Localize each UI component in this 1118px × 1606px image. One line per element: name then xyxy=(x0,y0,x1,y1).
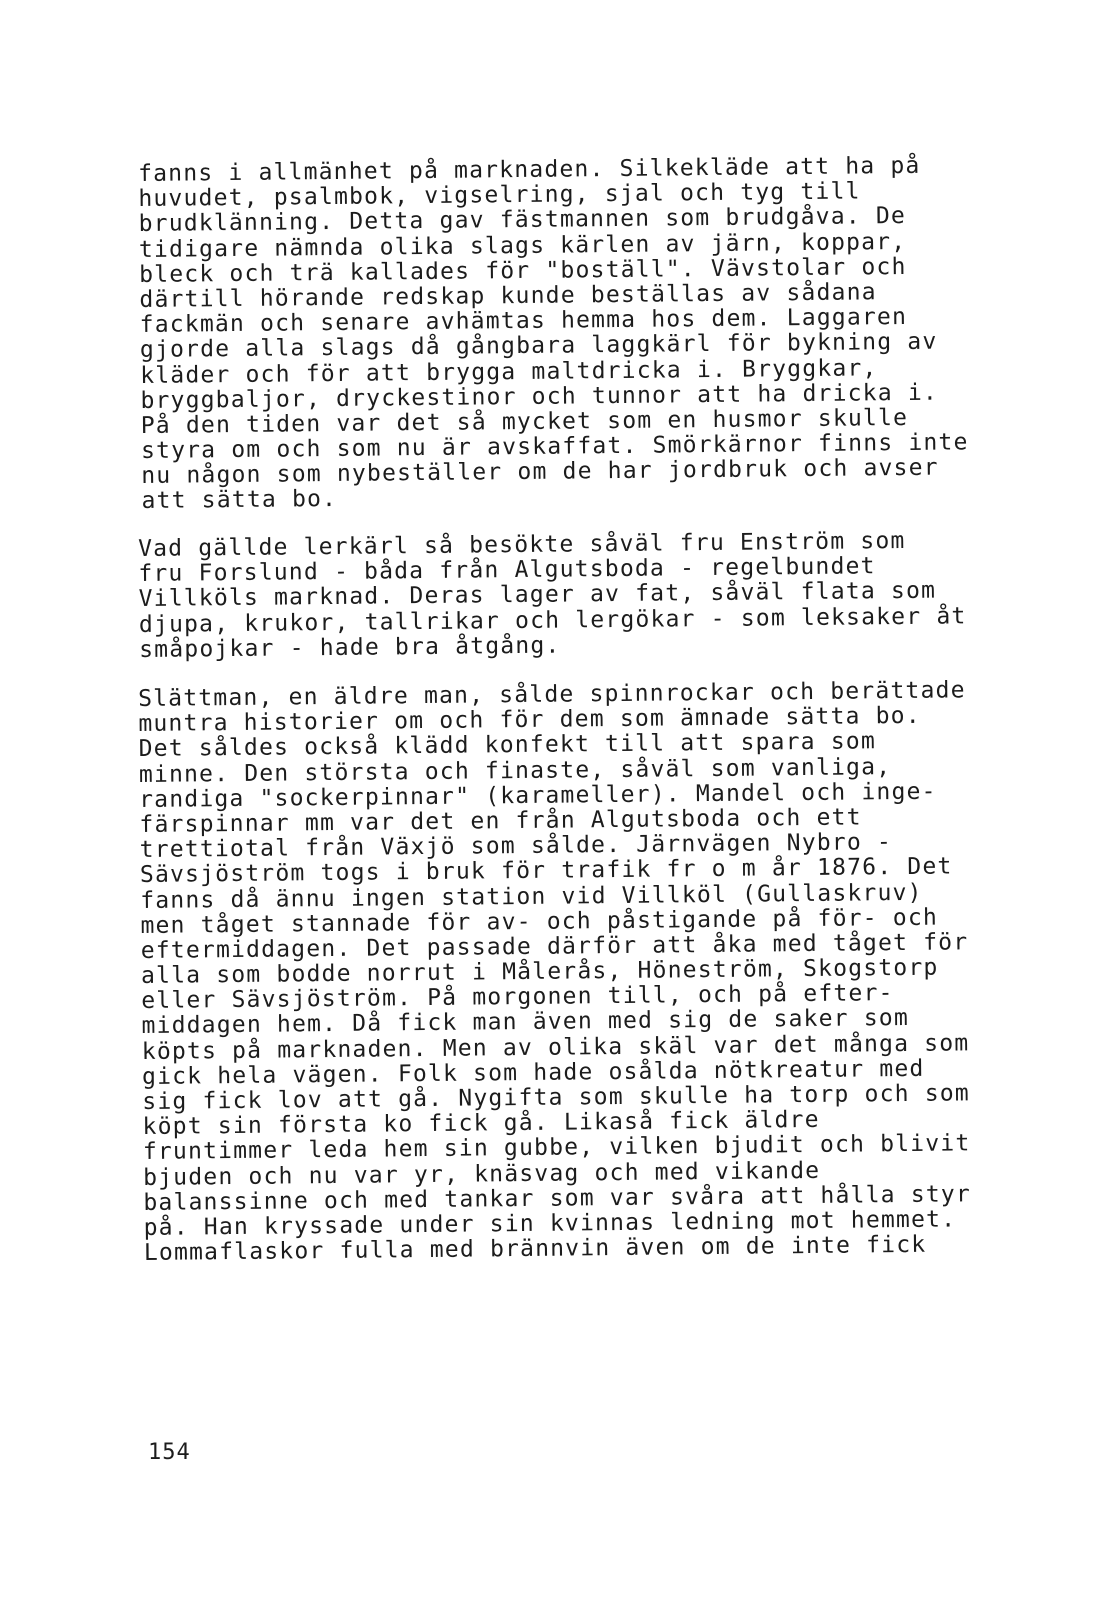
text-line: sig fick lov att gå. Nygifta som skulle ha torp och som xyxy=(142,1080,971,1115)
text-line: balanssinne och med tankar som var svåra att hålla styr xyxy=(143,1181,972,1216)
text-line: Villköls marknad. Deras lager av fat, såväl flata som xyxy=(138,578,937,613)
text-line: Lommaflaskor fulla med brännvin även om de inte fick xyxy=(143,1231,927,1267)
text-line: brudklänning. Detta gav fästmannen som brudgåva. De xyxy=(138,203,907,238)
text-line: eftermiddagen. Det passade därför att åka med tåget för xyxy=(140,929,969,964)
text-line: bryggbaljor, dryckestinor och tunnor att ha dricka i. xyxy=(140,379,939,414)
text-line: trettiotal från Växjö som sålde. Järnvägen Nybro - xyxy=(139,829,893,864)
paragraph-2 xyxy=(138,528,1019,663)
text-line: på. Han kryssade under sin kvinnas ledning mot hemmet. xyxy=(143,1206,957,1241)
text-line: Vad gällde lerkärl så besökte såväl fru Enström som xyxy=(137,527,906,562)
text-line: muntra historier om och för dem som ämnade sätta bo. xyxy=(138,702,921,738)
text-line: nu någon som nybeställer om de har jordbruk och avser xyxy=(141,454,939,490)
text-line: fruntimmer leda hem sin gubbe, vilken bjudit och blivit xyxy=(142,1130,971,1166)
text-line: huvudet, psalmbok, vigselring, sjal och tyg till xyxy=(138,178,861,213)
text-line: kläder och för att brygga maltdricka i. Bryggkar, xyxy=(140,354,878,389)
text-line: fru Forslund - båda från Algutsboda - regelbundet xyxy=(138,553,876,588)
page-number: 154 xyxy=(148,1440,191,1465)
text-line: gick hela vägen. Folk som hade osålda nötkreatur med xyxy=(141,1055,925,1090)
text-line: småpojkar - hade bra åtgång. xyxy=(139,632,561,663)
paragraph-1 xyxy=(138,153,1022,515)
text-line: köpt sin första ko fick gå. Likaså fick äldre xyxy=(142,1107,820,1141)
text-line: Det såldes också klädd konfekt till att spara som xyxy=(138,728,877,763)
text-line: På den tiden var det så mycket som en husmor skulle xyxy=(140,404,909,439)
text-line: bjuden och nu var yr, knäsvag och med vikande xyxy=(143,1157,821,1191)
text-line: färspinnar mm var det en från Algutsboda och ett xyxy=(139,804,862,838)
text-line: fanns i allmänhet på marknaden. Silkekläde att ha på xyxy=(137,152,921,187)
text-line: minne. Den största och finaste, såväl som vanliga, xyxy=(138,753,892,788)
text-line: men tåget stannade för av- och påstigande på för- och xyxy=(140,904,939,939)
text-line: bleck och trä kallades för "boställ". Vävstolar och xyxy=(139,253,907,288)
text-line: att sätta bo. xyxy=(141,486,338,515)
text-line: tidigare nämnda olika slags kärlen av järn, koppar, xyxy=(138,228,907,263)
text-line: därtill hörande redskap kunde beställas av sådana xyxy=(139,279,877,313)
text-line: köpts på marknaden. Men av olika skäl var det många som xyxy=(141,1029,970,1065)
text-line: Sävsjöström togs i bruk för trafik fr o m år 1876. Det xyxy=(139,853,953,889)
text-line: gjorde alla slags då gångbara laggkärl för bykning av xyxy=(139,328,938,364)
text-line: alla som bodde norrut i Målerås, Höneström, Skogstorp xyxy=(140,954,939,990)
text-line: middagen hem. Då fick man även med sig de saker som xyxy=(141,1005,910,1040)
paragraph-3 xyxy=(138,678,1024,1266)
text-line: djupa, krukor, tallrikar och lergökar - som leksaker åt xyxy=(138,602,967,638)
text-line: randiga "sockerpinnar" (karameller). Mandel och inge- xyxy=(139,778,937,813)
text-line: styra om och som nu är avskaffat. Smörkärnor finns inte xyxy=(140,429,969,465)
text-line: fackmän och senare avhämtas hemma hos dem. Laggaren xyxy=(139,304,908,339)
text-line: fanns då ännu ingen station vid Villköl (Gullaskruv) xyxy=(140,879,923,914)
text-line: eller Sävsjöström. På morgonen till, och på efter- xyxy=(141,980,894,1015)
text-line: Slättman, en äldre man, sålde spinnrockar och berättade xyxy=(137,677,966,712)
